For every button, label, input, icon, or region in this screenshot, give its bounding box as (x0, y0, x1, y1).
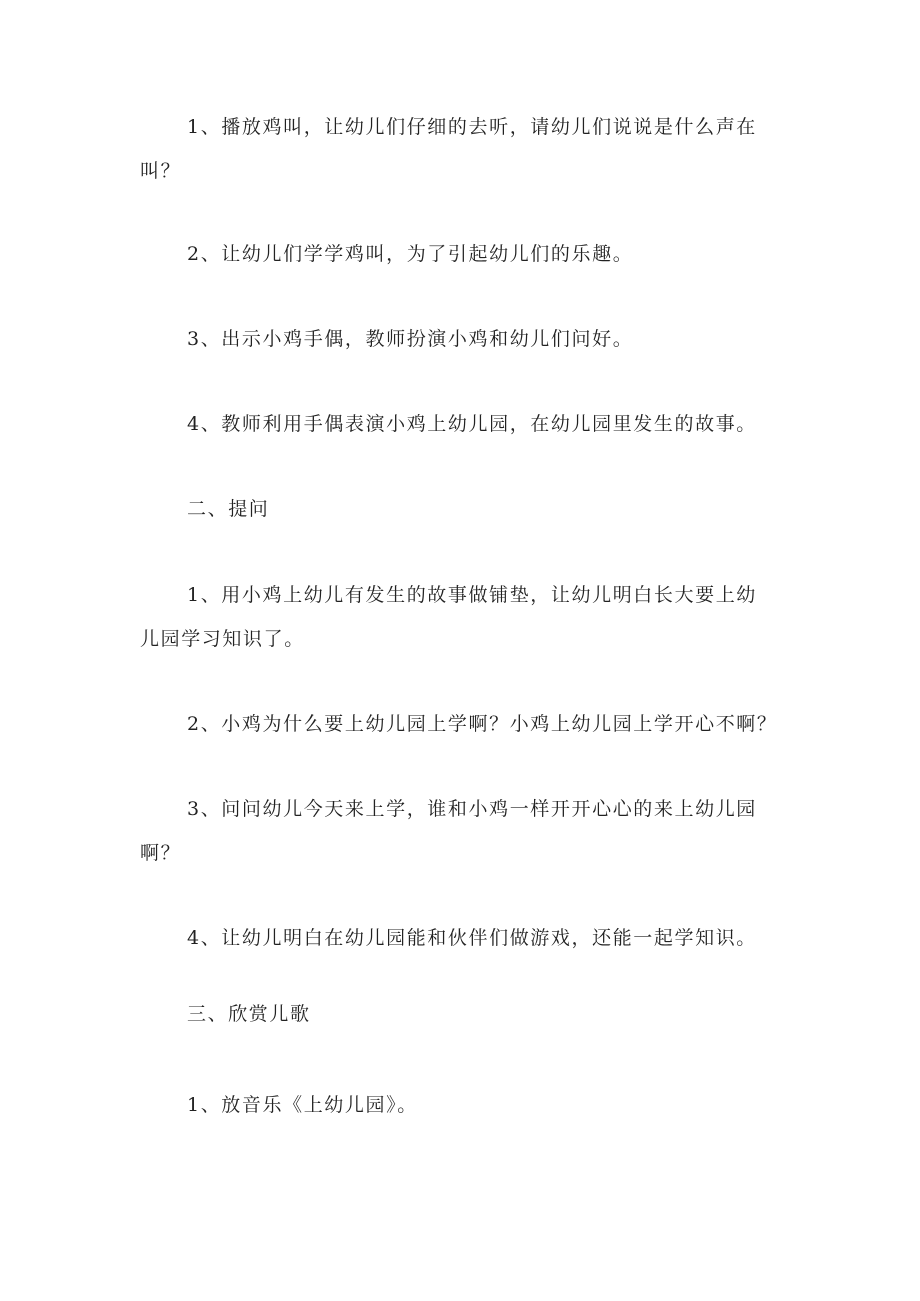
paragraph-line: 3、出示小鸡手偶，教师扮演小鸡和幼儿们问好。 (187, 328, 634, 350)
paragraph-line: 1、播放鸡叫，让幼儿们仔细的去听，请幼儿们说说是什么声在 (187, 116, 757, 138)
paragraph-line: 啊？ (140, 842, 182, 864)
paragraph-line: 2、小鸡为什么要上幼儿园上学啊？小鸡上幼儿园上学开心不啊？ (187, 713, 778, 735)
paragraph-line: 1、放音乐《上幼儿园》。 (187, 1094, 418, 1116)
paragraph-line: 4、让幼儿明白在幼儿园能和伙伴们做游戏，还能一起学知识。 (187, 927, 757, 949)
paragraph-line: 儿园学习知识了。 (140, 628, 305, 650)
paragraph-line: 3、问问幼儿今天来上学，谁和小鸡一样开开心心的来上幼儿园 (187, 798, 757, 820)
paragraph-line: 4、教师利用手偶表演小鸡上幼儿园，在幼儿园里发生的故事。 (187, 413, 757, 435)
paragraph-line: 1、用小鸡上幼儿有发生的故事做铺垫，让幼儿明白长大要上幼 (187, 584, 757, 606)
section-heading: 二、提问 (187, 498, 270, 520)
paragraph-line: 2、让幼儿们学学鸡叫，为了引起幼儿们的乐趣。 (187, 243, 634, 265)
section-heading: 三、欣赏儿歌 (187, 1003, 311, 1025)
paragraph-line: 叫？ (140, 160, 182, 182)
